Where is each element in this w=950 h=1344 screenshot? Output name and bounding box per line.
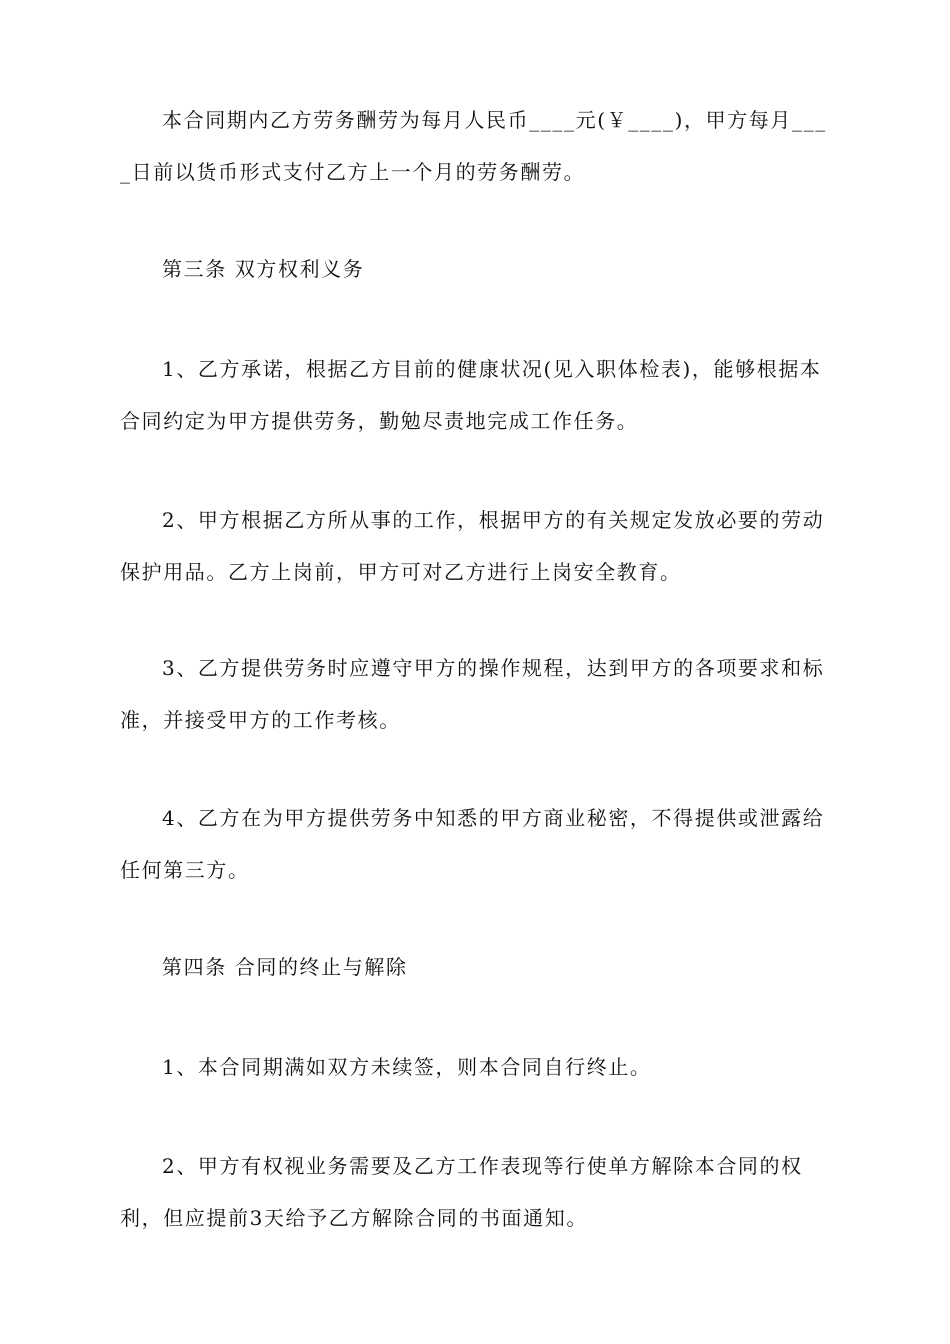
paragraph-3-2: 2、甲方根据乙方所从事的工作，根据甲方的有关规定发放必要的劳动保护用品。乙方上岗前，甲方可对乙方进行上岗安全教育。 (120, 508, 825, 584)
paragraph-3-1: 1、乙方承诺，根据乙方目前的健康状况(见入职体检表)，能够根据本合同约定为甲方提供劳务，勤勉尽责地完成工作任务。 (120, 357, 822, 433)
paragraph-3-3: 3、乙方提供劳务时应遵守甲方的操作规程，达到甲方的各项要求和标准，并接受甲方的工作考核。 (120, 656, 825, 732)
heading-article-3: 第三条 双方权利义务 (162, 257, 365, 281)
heading-article-4: 第四条 合同的终止与解除 (162, 955, 408, 979)
paragraph-remuneration: 本合同期内乙方劳务酬劳为每月人民币____元(￥____)，甲方每月____日前以货币形式支付乙方上一个月的劳务酬劳。 (120, 108, 827, 184)
paragraph-4-1: 1、本合同期满如双方未续签，则本合同自行终止。 (162, 1055, 652, 1079)
paragraph-3-4: 4、乙方在为甲方提供劳务中知悉的甲方商业秘密，不得提供或泄露给任何第三方。 (120, 806, 825, 882)
paragraph-4-2: 2、甲方有权视业务需要及乙方工作表现等行使单方解除本合同的权利，但应提前3天给予乙方解除合同的书面通知。 (120, 1154, 803, 1230)
